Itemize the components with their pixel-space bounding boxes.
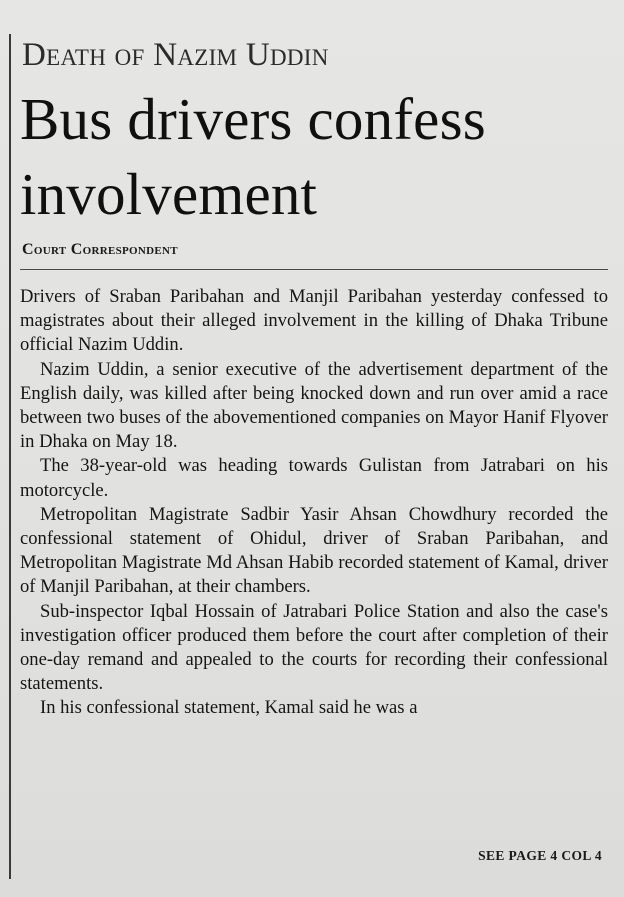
continuation-note: SEE PAGE 4 COL 4: [478, 848, 602, 863]
paragraph: Drivers of Sraban Paribahan and Manjil Paribahan yesterday confessed to magistrates about their alleged involvement in the killing of Dhaka Tribune official Nazim Uddin.: [20, 286, 608, 356]
kicker: Death of Nazim Uddin: [22, 37, 329, 73]
article-body: [20, 285, 608, 721]
byline-divider: [20, 269, 608, 270]
paragraph: Sub-inspector Iqbal Hossain of Jatrabari Police Station and also the case's investigation officer produced them before the court after completion of their one-day remand and appealed to the courts for recording their confessional statements.: [20, 600, 608, 695]
byline: Court Correspondent: [22, 241, 178, 258]
paragraph: In his confessional statement, Kamal said he was a: [40, 697, 418, 719]
headline-line-2: involvement: [20, 161, 318, 227]
headline: [20, 82, 616, 232]
paragraph: Nazim Uddin, a senior executive of the advertisement department of the English daily, was killed after being knocked down and run over amid a race between two buses of the abovementioned companies on Mayor Hanif Flyover in Dhaka on May 18.: [20, 358, 608, 453]
headline-line-1: Bus drivers confess: [20, 86, 486, 152]
paragraph: Metropolitan Magistrate Sadbir Yasir Ahsan Chowdhury recorded the confessional statement of Ohidul, driver of Sraban Paribahan, and Metropolitan Magistrate Md Ahsan Habib recorded statement of Kamal, driver of Manjil Paribahan, at their chambers.: [20, 503, 608, 598]
column-rule: [9, 34, 11, 879]
paragraph: The 38-year-old was heading towards Gulistan from Jatrabari on his motorcycle.: [20, 455, 608, 501]
